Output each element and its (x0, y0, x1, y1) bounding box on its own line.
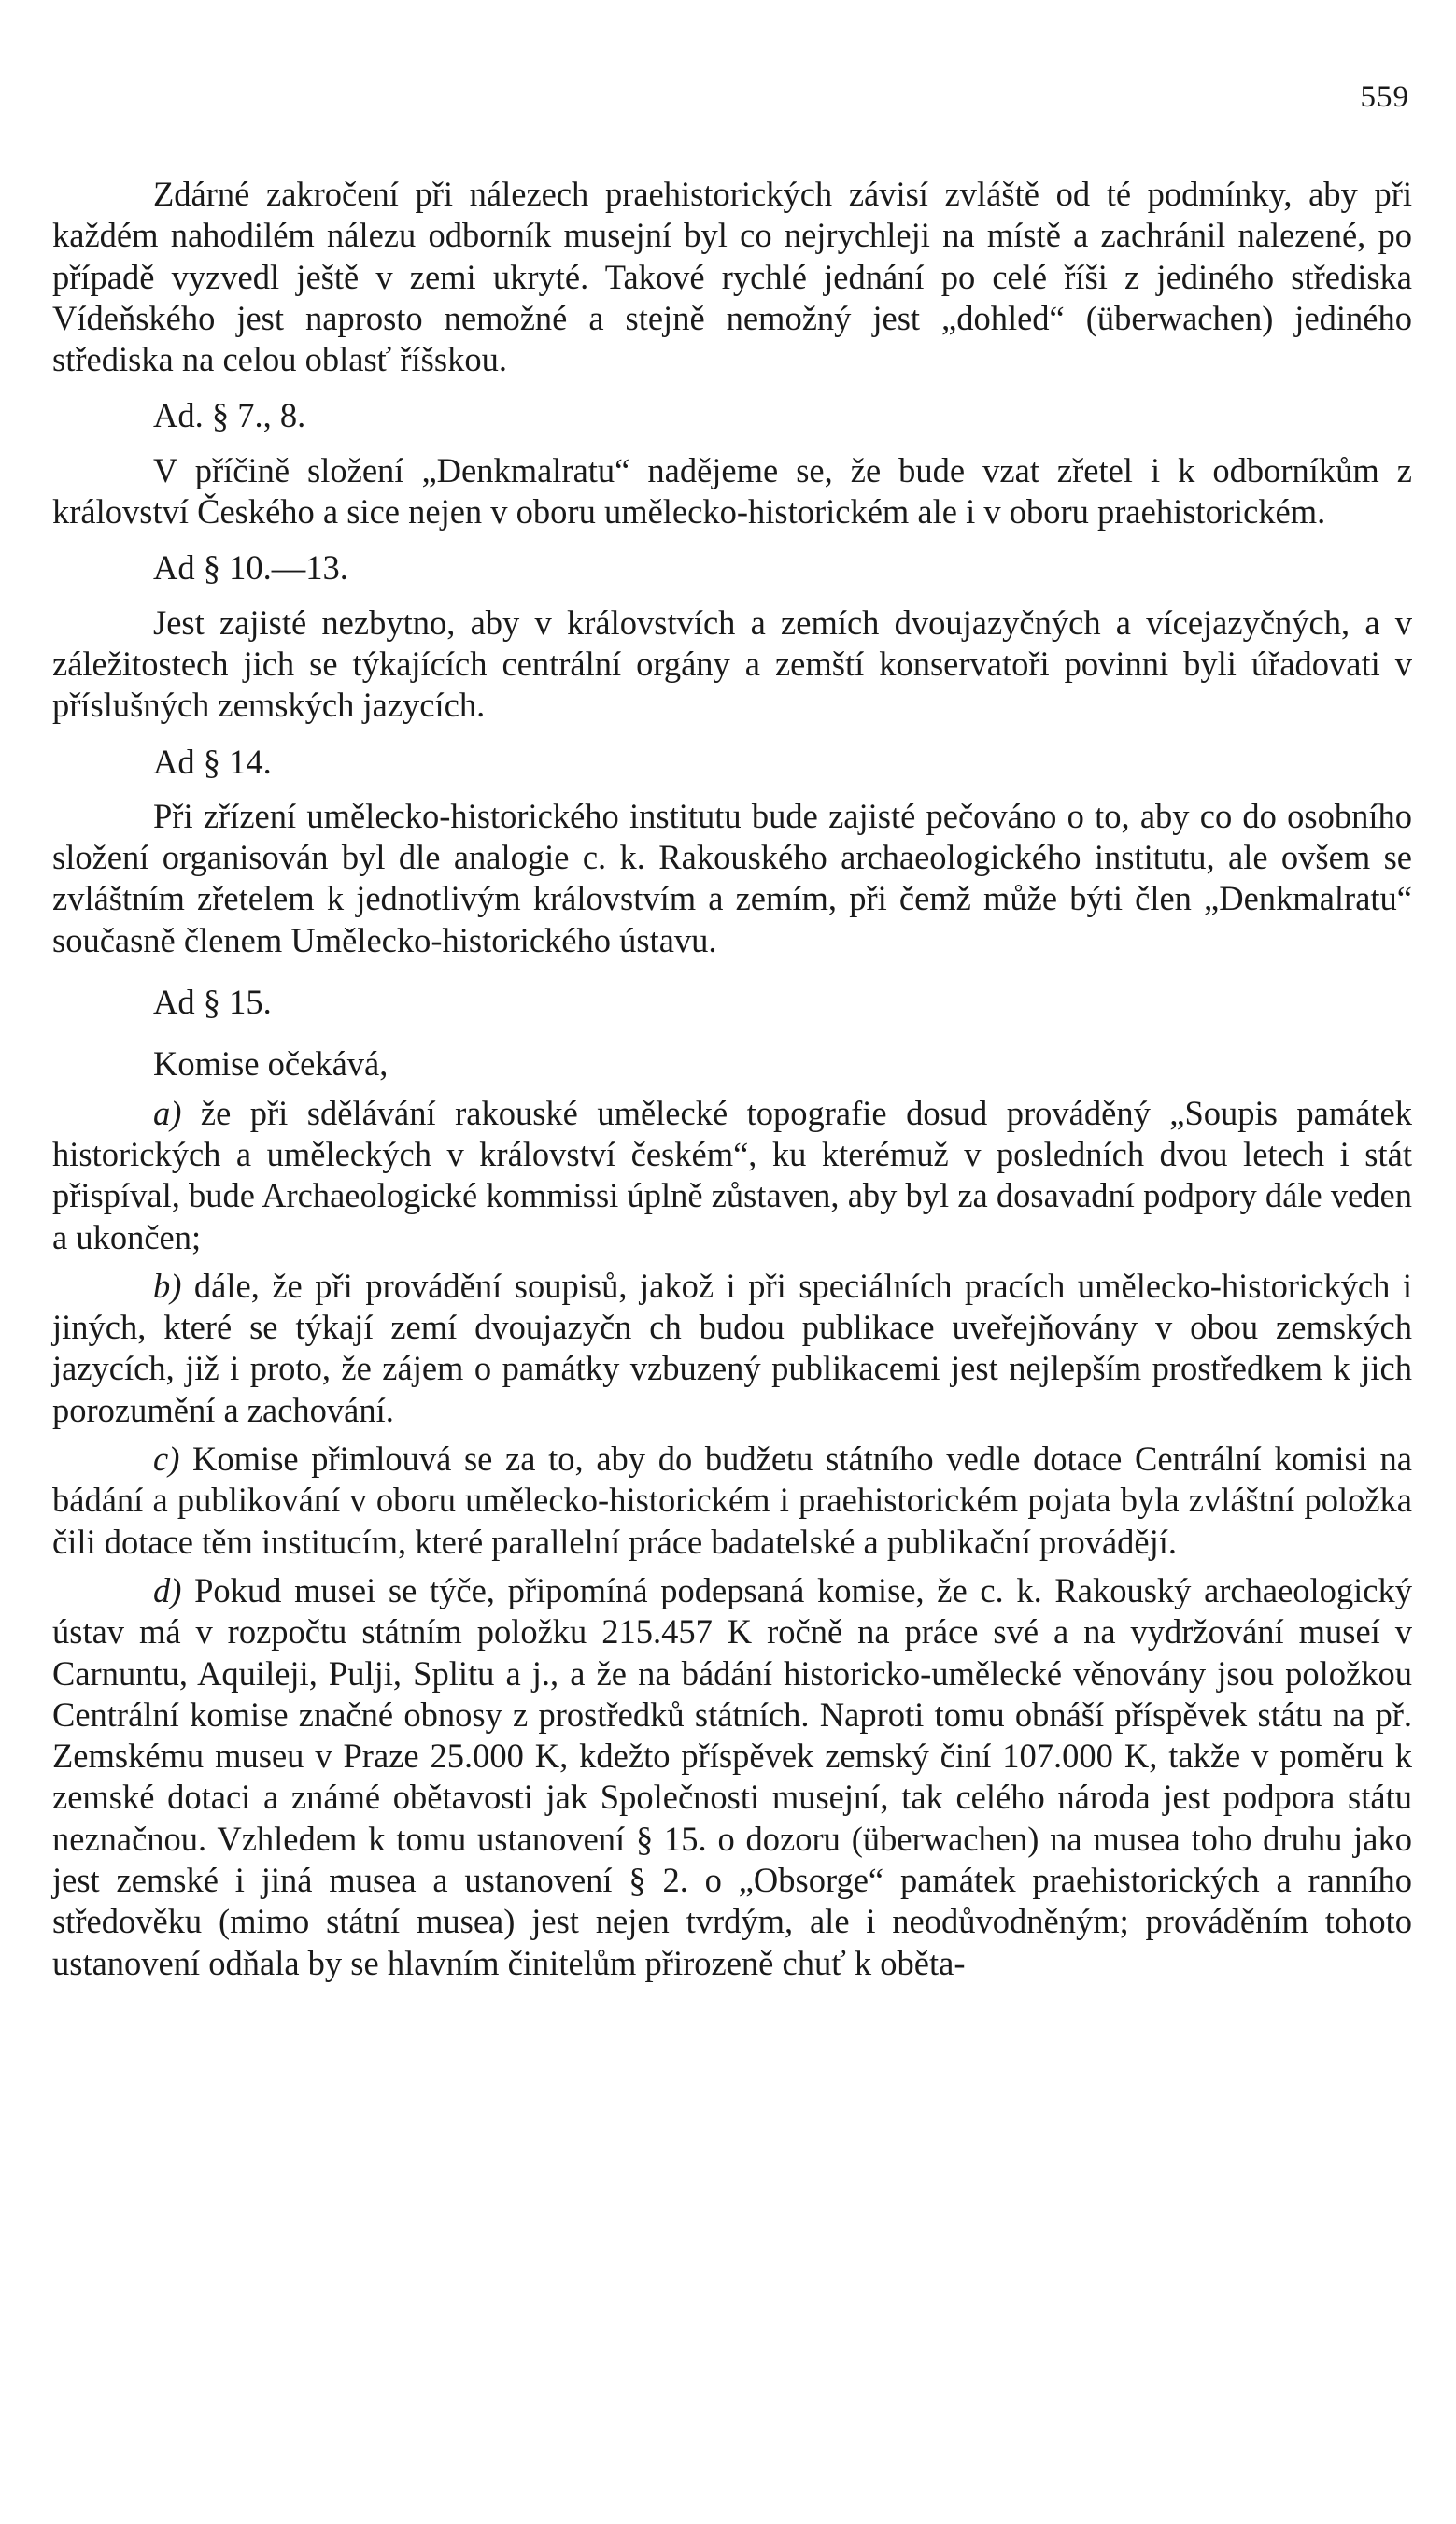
paragraph-commission-expects: Komise očekává, (153, 1044, 389, 1084)
list-item-c (52, 1439, 1412, 1563)
list-text-d: Pokud musei se týče, připomíná podepsaná komise, že c. k. Rakouský archaeologický ústav má v rozpočtu státním položku 215.457 K ročně na práce své a na vydržování museí v Carnuntu, Aquileji, Pulji, Splitu a j., a že na bádání historicko-umělecké věnovány jsou položkou Centrální komise značné obnosy z prostředků státních. Naproti tomu obnáší příspěvek státu na př. Zemskému museu v Praze 25.000 K, kdežto příspěvek zemský činí 107.000 K, takže v poměru k zemské dotaci a známé obětavosti jak Společnosti musejní, tak celého národa jest podpora státu neznačnou. Vzhledem k tomu ustanovení § 15. o dozoru (überwachen) na musea toho druhu jako jest zemské i jiná musea a ustanovení § 2. o „Obsorge“ památek praehistorických a ranního středověku (mimo státní musea) jest nejen tvrdým, ale i neodůvodněným; prováděním tohoto ustanovení odňala by se hlavním činitelům přirozeně chuť k oběta- (52, 1570, 1413, 1982)
list-item-a (52, 1093, 1412, 1258)
list-text-c: Komise přimlouvá se za to, aby do budžetu státního vedle dotace Centrální komisi na bádání a publikování v oboru umělecko-historickém i praehistorickém pojata byla zvláštní položka čili dotace těm institucím, které parallelní práce badatelské a publikační provádějí. (52, 1439, 1413, 1561)
list-marker-d: d) (153, 1570, 182, 1609)
section-heading-ad-14: Ad § 14. (153, 742, 272, 781)
paragraph-languages: Jest zajisté nezbytno, aby v královstvích a zemích dvoujazyčných a vícejazyčných, a v záležitostech jich se týkajících centrální orgány a zemští konservatoři povinni byli úřadovati v příslušných zemských jazycích. (52, 603, 1412, 725)
paragraph-prehistoric-finds: Zdárné zakročení při nálezech praehistorických závisí zvláště od té podmínky, aby při každém nahodilém nálezu odborník musejní byl co nejrychleji na místě a zachránil nalezené, po případě vyzvedl ještě v zemi ukryté. Takové rychlé jednání po celé říši z jediného střediska Vídeňského jest naprosto nemožné a stejně nemožný jest „dohled“ (überwachen) jediného střediska na celou oblasť říšskou. (52, 175, 1412, 379)
section-heading-ad-7-8: Ad. § 7., 8. (153, 396, 306, 435)
section-heading-ad-10-13: Ad § 10.—13. (153, 548, 348, 588)
list-text-b: dále, že při provádění soupisů, jakož i při speciálních pracích umělecko-historických i jiných, které se týkají zemí dvoujazyčn ch budou publikace uveřejňovány v obou zemských jazycích, již i proto, že zájem o památky vzbuzený publikacemi jest nejlepším prostředkem k jich porozumění a zachování. (52, 1266, 1412, 1429)
list-item-b (52, 1266, 1412, 1431)
list-item-d (52, 1570, 1412, 1984)
page-number: 559 (1360, 80, 1409, 114)
paragraph-denkmalrat: V příčině složení „Denkmalratu“ nadějeme se, že bude vzat zřetel i k odborníkům z království Českého a sice nejen v oboru umělecko-historickém ale i v oboru praehistorickém. (52, 450, 1412, 532)
section-heading-ad-15: Ad § 15. (153, 983, 272, 1022)
document-body (52, 174, 1412, 1984)
paragraph-institute: Při zřízení umělecko-historického institutu bude zajisté pečováno o to, aby co do osobního složení organisován byl dle analogie c. k. Rakouského archaeologického institutu, ale ovšem se zvláštním zřetelem k jednotlivým královstvím a zemím, při čemž může býti člen „Denkmalratu“ současně členem Umělecko-historického ústavu. (52, 796, 1412, 959)
list-marker-b: b) (153, 1266, 182, 1305)
list-marker-c: c) (153, 1439, 180, 1479)
list-text-a: že při sdělávání rakouské umělecké topografie dosud prováděný „Soupis památek historických a uměleckých v království českém“, ku kterémuž v posledních dvou letech i stát přispíval, bude Archaeologické kommissi úplně zůstaven, aby byl za dosavadní podpory dále veden a ukončen; (52, 1093, 1413, 1256)
list-marker-a: a) (153, 1093, 182, 1132)
